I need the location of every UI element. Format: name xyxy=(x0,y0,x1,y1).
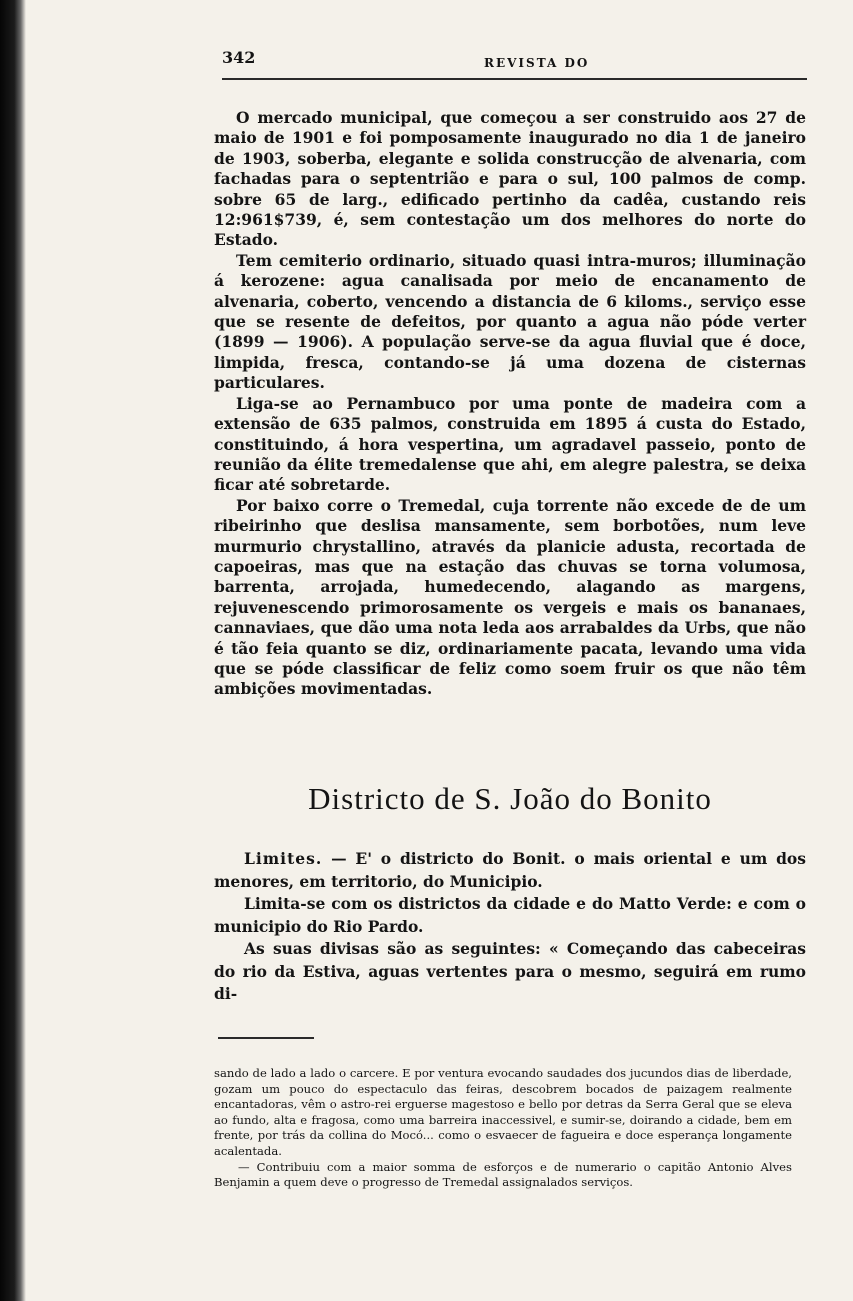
book-binding-edge xyxy=(0,0,26,1301)
header-rule xyxy=(222,78,807,80)
footnote-rule xyxy=(218,1037,314,1039)
paragraph-cemiterio: Tem cemiterio ordinario, situado quasi intra-muros; illuminação á kerozene: agua canalisada por meio de encanamento de alvenaria, coberto, vencendo a distancia de 6 kiloms., serviço esse que se resente de defeitos, por quanto a agua não póde verter (1899 — 1906). A população serve-se da agua fluvial que é doce, limpida, fresca, contando-se já uma dozena de cisternas particulares. xyxy=(214,250,806,393)
limits-paragraph-1 xyxy=(214,848,806,893)
section-title: Districto de S. João do Bonito xyxy=(308,781,712,816)
limits-section xyxy=(214,848,806,1006)
footnotes xyxy=(214,1066,792,1191)
footnote-1: sando de lado a lado o carcere. E por ventura evocando saudades dos jucundos dias de liberdade, gozam um pouco do espectaculo das feiras, descobrem bocados de paizagem realmente encantadoras, vêm o astro-rei erguerse magestoso e bello por detras da Serra Geral que se eleva ao fundo, alta e fragosa, como uma barreira inaccessivel, e sumir-se, doirando a cidade, bem em frente, por trás da collina do Mocó... como o esvaecer de fagueira e doce esperança longamente acalentada. xyxy=(214,1066,792,1158)
paragraph-tremedal: Por baixo corre o Tremedal, cuja torrente não excede de de um ribeirinho que deslisa mansamente, sem borbotões, num leve murmurio chrystallino, através da planicie adusta, recortada de capoeiras, mas que na estação das chuvas se torna volumosa, barrenta, arrojada, humedecendo, alagando as margens, rejuvenescendo primorosamente os vergeis e mais os bananaes, cannaviaes, que dão uma nota leda aos arrabaldes da Urbs, que não é tão feia quanto se diz, ordinariamente pacata, levando uma vida que se póde classificar de feliz como soem fruir os que não têm ambições movimentadas. xyxy=(214,495,806,699)
footnote-2: — Contribuiu com a maior somma de esforços e de numerario o capitão Antonio Alves Benjamin a quem deve o progresso de Tremedal assignalados serviços. xyxy=(214,1159,792,1190)
running-title: REVISTA DO xyxy=(484,56,590,70)
page-header xyxy=(222,44,807,84)
page-number: 342 xyxy=(222,48,256,67)
paragraph-mercado: O mercado municipal, que começou a ser construido aos 27 de maio de 1901 e foi pomposamente inaugurado no dia 1 de janeiro de 1903, soberba, elegante e solida construcção de alvenaria, com fachadas para o septentrião e para o sul, 100 palmos de comp. sobre 65 de larg., edificado pertinho da cadêa, custando reis 12:961$739, é, sem contestação um dos melhores do norte do Estado. xyxy=(214,108,806,250)
limits-paragraph-2: Limita-se com os districtos da cidade e do Matto Verde: e com o municipio do Rio Pardo. xyxy=(214,894,806,936)
body-text xyxy=(214,108,806,700)
limits-paragraph-3: As suas divisas são as seguintes: « Começando das cabeceiras do rio da Estiva, aguas vertentes para o mesmo, seguirá em rumo di- xyxy=(214,939,806,1003)
limits-text-1: — E' o districto do Bonit. o mais oriental e um dos menores, em territorio, do Municipio. xyxy=(214,849,806,891)
limits-lead: Limites. xyxy=(244,849,323,868)
paragraph-ponte: Liga-se ao Pernambuco por uma ponte de madeira com a extensão de 635 palmos, construida em 1895 á custa do Estado, constituindo, á hora vespertina, um agradavel passeio, ponto de reunião da élite tremedalense que ahi, em alegre palestra, se deixa ficar até sobretarde. xyxy=(214,393,806,495)
